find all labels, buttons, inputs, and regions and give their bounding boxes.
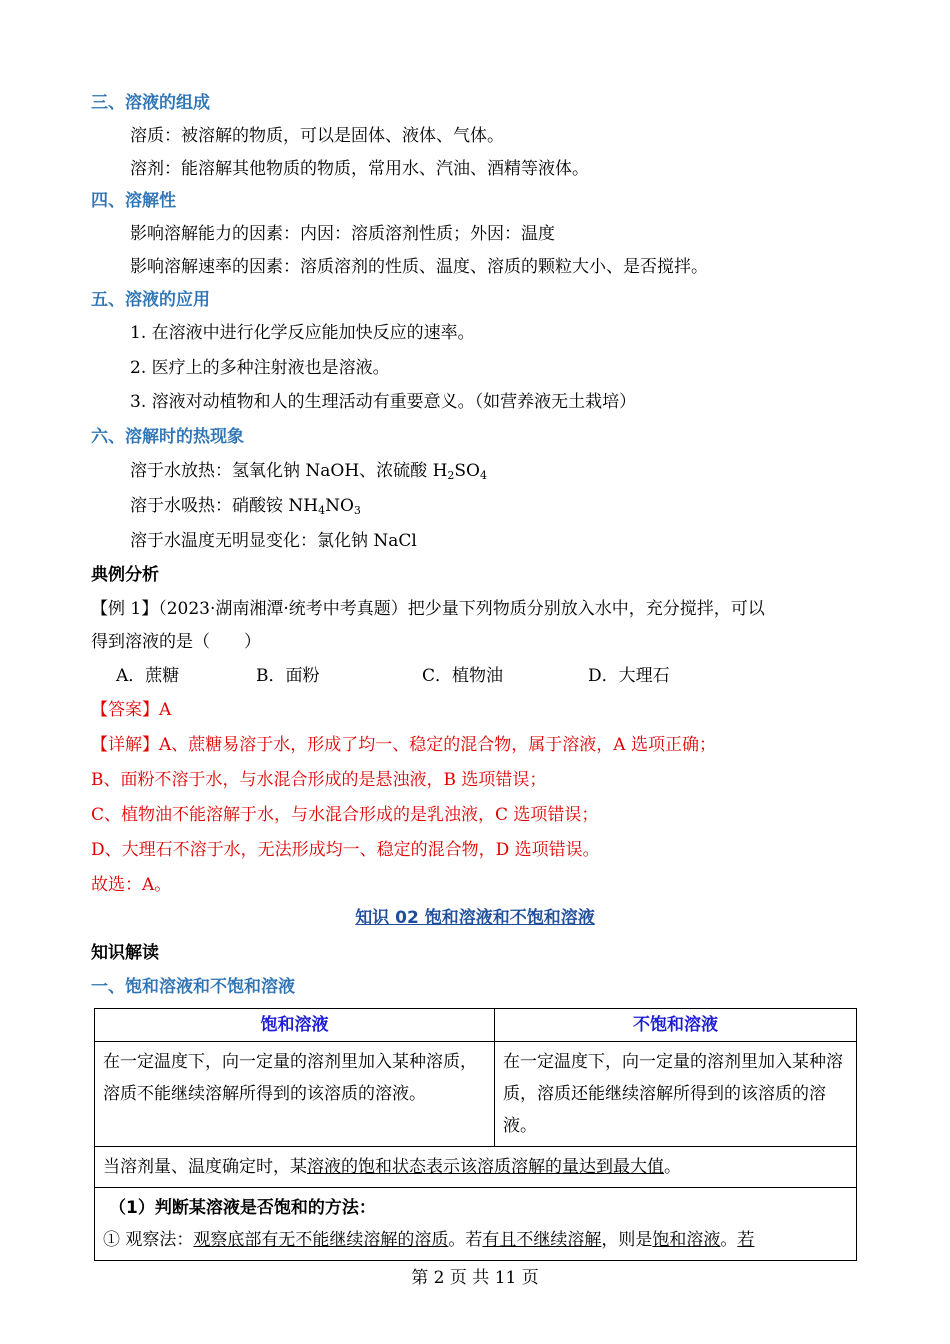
example-heading: 典例分析: [91, 565, 159, 585]
solute-definition: 溶质：被溶解的物质，可以是固体、液体、气体。: [130, 126, 504, 146]
answer: 【答案】A: [91, 700, 172, 720]
detail-line: D、大理石不溶于水，无法形成均一、稳定的混合物，D 选项错误。: [91, 840, 600, 860]
endothermic-line: 溶于水吸热：硝酸铵 $NH_4NO_3$: [130, 496, 361, 517]
detail-line: 故选：A。: [91, 875, 172, 895]
solvent-definition: 溶剂：能溶解其他物质的物质，常用水、汽油、酒精等液体。: [130, 159, 589, 179]
question-line-2: 得到溶液的是（ ）: [91, 632, 261, 652]
saturated-definition: 在一定温度下，向一定量的溶剂里加入某种溶质，溶质不能继续溶解所得到的该溶质的溶液。: [95, 1042, 495, 1147]
unsaturated-header: 不饱和溶液: [495, 1009, 857, 1042]
section-4-title: 四、溶解性: [91, 191, 176, 211]
neutral-line: 溶于水温度无明显变化：氯化钠 NaCl: [130, 531, 417, 551]
application-item: 3. 溶液对动植物和人的生理活动有重要意义。（如营养液无土栽培）: [130, 392, 637, 412]
page-footer: 第 2 页 共 11 页: [411, 1268, 539, 1288]
option-c: C．植物油: [422, 666, 504, 686]
dissolving-rate-factors: 影响溶解速率的因素：溶质溶剂的性质、温度、溶质的颗粒大小、是否搅拌。: [130, 257, 708, 277]
subsection-1-title: 一、饱和溶液和不饱和溶液: [91, 977, 295, 997]
detail-line: B、面粉不溶于水，与水混合形成的是悬浊液，B 选项错误；: [91, 770, 547, 790]
option-b: B．面粉: [256, 666, 320, 686]
option-d: D．大理石: [588, 666, 670, 686]
judge-methods: [95, 1188, 857, 1261]
saturation-table: [94, 1008, 857, 1261]
observation-method: ① 观察法：观察底部有无不能继续溶解的溶质。若有且不继续溶解，则是饱和溶液。若: [103, 1230, 755, 1250]
detail-line: 【详解】A、蔗糖易溶于水，形成了均一、稳定的混合物，属于溶液，A 选项正确；: [91, 735, 716, 755]
section-5-title: 五、溶液的应用: [91, 290, 210, 310]
solubility-factors: 影响溶解能力的因素：内因：溶质溶剂性质；外因：温度: [130, 224, 555, 244]
application-item: 1. 在溶液中进行化学反应能加快反应的速率。: [130, 323, 475, 343]
option-a: A．蔗糖: [116, 666, 180, 686]
section-6-title: 六、溶解时的热现象: [91, 427, 244, 447]
judge-title: （1）判断某溶液是否饱和的方法：: [109, 1198, 376, 1218]
knowledge-reading-heading: 知识解读: [91, 943, 159, 963]
knowledge-02-title[interactable]: 知识 02 饱和溶液和不饱和溶液: [355, 908, 595, 928]
section-3-title: 三、溶液的组成: [91, 93, 210, 113]
options-row: [116, 664, 816, 688]
unsaturated-definition: 在一定温度下，向一定量的溶剂里加入某种溶质，溶质还能继续溶解所得到的该溶质的溶液。: [495, 1042, 857, 1147]
detail-line: C、植物油不能溶解于水，与水混合形成的是乳浊液，C 选项错误；: [91, 805, 599, 825]
exothermic-line: 溶于水放热：氢氧化钠 NaOH、浓硫酸 $H_2SO_4$: [130, 461, 487, 482]
application-item: 2. 医疗上的多种注射液也是溶液。: [130, 358, 390, 378]
question-line-1: 【例 1】（2023·湖南湘潭·统考中考真题）把少量下列物质分别放入水中，充分搅拌，可以: [91, 599, 765, 619]
saturated-header: 饱和溶液: [95, 1009, 495, 1042]
saturation-note: 当溶剂量、温度确定时，某溶液的饱和状态表示该溶质溶解的量达到最大值。: [95, 1147, 857, 1188]
